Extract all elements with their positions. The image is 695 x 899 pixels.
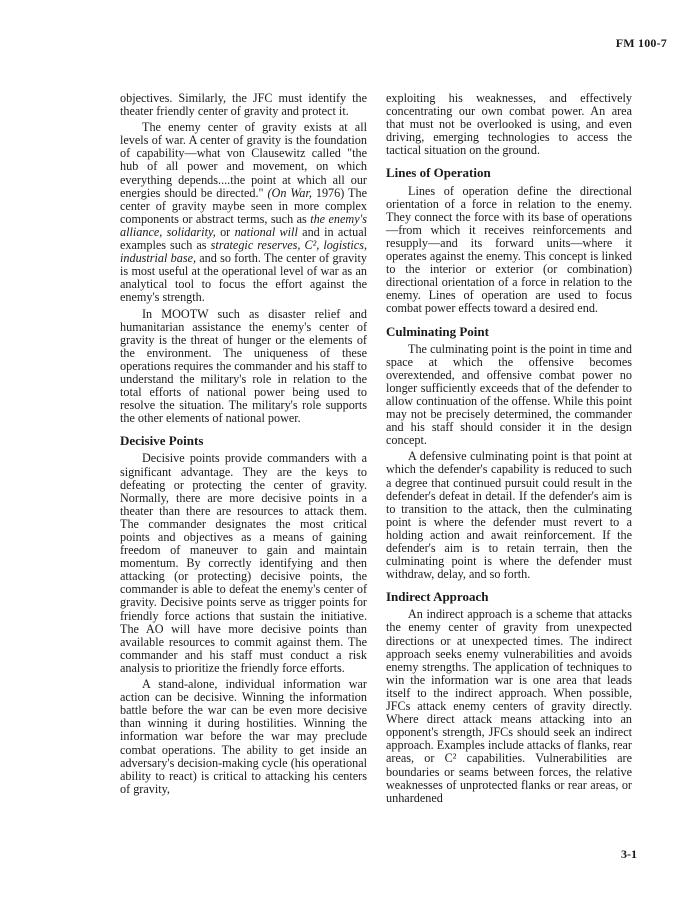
right-text-column bbox=[386, 92, 632, 808]
emphasis: national will bbox=[234, 224, 298, 239]
paragraph-indirect-approach: An indirect approach is a scheme that attacks the enemy center of gravity from unexpected directions or at unexpected times. The indirect approach seeks enemy vulnerabilities and avoids enemy strengths. The application of techniques to win the information war is one area that leads itself to the indirect approach. When possible, JFCs attack enemy centers of gravity directly. Where direct attack means attacking into an opponent's strength, JFCs should seek an indirect approach. Examples include attacks of flanks, rear areas, or C² capabilities. Vulnerabilities are boundaries or seams between forces, the relative weaknesses of unprotected flanks or rear areas, or unhardened bbox=[386, 607, 632, 805]
emphasis: strategic reserves, C², logistics, industrial base, bbox=[120, 238, 367, 266]
paragraph-mootw: In MOOTW such as disaster relief and humanitarian assistance the enemy's center of gravity is the threat of hunger or the elements of the environment. The uniqueness of these operations requires the commander and his staff to understand the military's role in relation to the total efforts of national power being used to resolve the situation. The military's role supports the other elements of national power. bbox=[120, 306, 367, 426]
text-run: The enemy center of gravity exists at all levels of war. A center of gravity is the foundation of capability—what von Clausewitz called "the hub of all power and movement, on which everything depends....the point at which all our energies should be directed." bbox=[120, 120, 367, 200]
citation: (On War, bbox=[267, 185, 312, 200]
paragraph-decisive-points: Decisive points provide commanders with a significant advantage. They are the keys to defeating or protecting the center of gravity. Normally, there are more decisive points in a theater than there are resources to attack them. The commander designates the most critical points and objectives as a means of gaining freedom of maneuver to gain and maintain momentum. By correctly identifying and then attacking (or protecting) decisive points, the commander is able to defeat the enemy's center of gravity. Decisive points serve as trigger points for friendly force actions that sustain the initiative. The AO will have more decisive points than available resources to commit against them. The commander and his staff must conduct a risk analysis to prioritize the friendly force efforts. bbox=[120, 451, 367, 675]
text-run: and so forth. The center of gravity is most useful at the operational level of war as an analytical tool to focus the effort against the enemy's strength. bbox=[120, 251, 367, 305]
page-number: 3-1 bbox=[621, 847, 637, 861]
emphasis: the enemy's alliance, solidarity, bbox=[120, 211, 367, 239]
paragraph-defensive-culminating-point: A defensive culminating point is that point at which the defender's capability is reduced to such a degree that continued pursuit could result in the defender's defeat in detail. If the defender's aim is to transition to the attack, then the culminating point is where the defender must revert to a holding action and await reinforcement. If the defender's aim is to retain terrain, then the culminating point is where the defender must withdraw, delay, and so forth. bbox=[386, 449, 632, 582]
text-run: or bbox=[215, 224, 235, 239]
paragraph-center-of-gravity bbox=[120, 121, 367, 304]
paragraph-information-war: A stand-alone, individual information war action can be decisive. Winning the information battle before the war can be even more decisive than winning it during hostilities. Winning the information war before the war may preclude combat operations. The ability to get inside an adversary's decision-making cycle (his operational ability to react) is critical to attacking his centers of gravity, bbox=[120, 677, 367, 796]
paragraph: objectives. Similarly, the JFC must identify the theater friendly center of gravity and protect it. bbox=[120, 91, 367, 119]
section-heading-culminating-point: Culminating Point bbox=[386, 323, 489, 339]
text-run: and in actual examples such as bbox=[120, 224, 368, 253]
paragraph-lines-of-operation: Lines of operation define the directional orientation of a force in relation to the enemy. They connect the force with its base of operations—from which it receives reinforcements and resupply—and its forward units—where it operates against the enemy. This concept is linked to the interior or exterior (or combination) directional orientation of a force in relation to the enemy. Lines of operation are used to focus combat power effects toward a desired end. bbox=[386, 183, 632, 316]
left-text-column bbox=[120, 92, 367, 799]
section-heading-lines-of-operation: Lines of Operation bbox=[386, 165, 491, 181]
paragraph: exploiting his weaknesses, and effectively concentrating our own combat power. An area that must not be overlooked is using, and even driving, emerging technologies to access the tactical situation on the ground. bbox=[386, 91, 632, 158]
text-run: 1976) The center of gravity maybe seen in more complex components or abstract terms, such as bbox=[120, 185, 367, 226]
paragraph-culminating-point: The culminating point is the point in time and space at which the offensive becomes overextended, and offensive combat power no longer sufficiently exceeds that of the defender to allow continuation of the offense. While this point may not be precisely determined, the commander and his staff should consider it in the design concept. bbox=[386, 341, 632, 448]
section-heading-decisive-points: Decisive Points bbox=[120, 433, 204, 449]
document-id-header: FM 100-7 bbox=[615, 36, 667, 50]
section-heading-indirect-approach: Indirect Approach bbox=[386, 589, 489, 605]
